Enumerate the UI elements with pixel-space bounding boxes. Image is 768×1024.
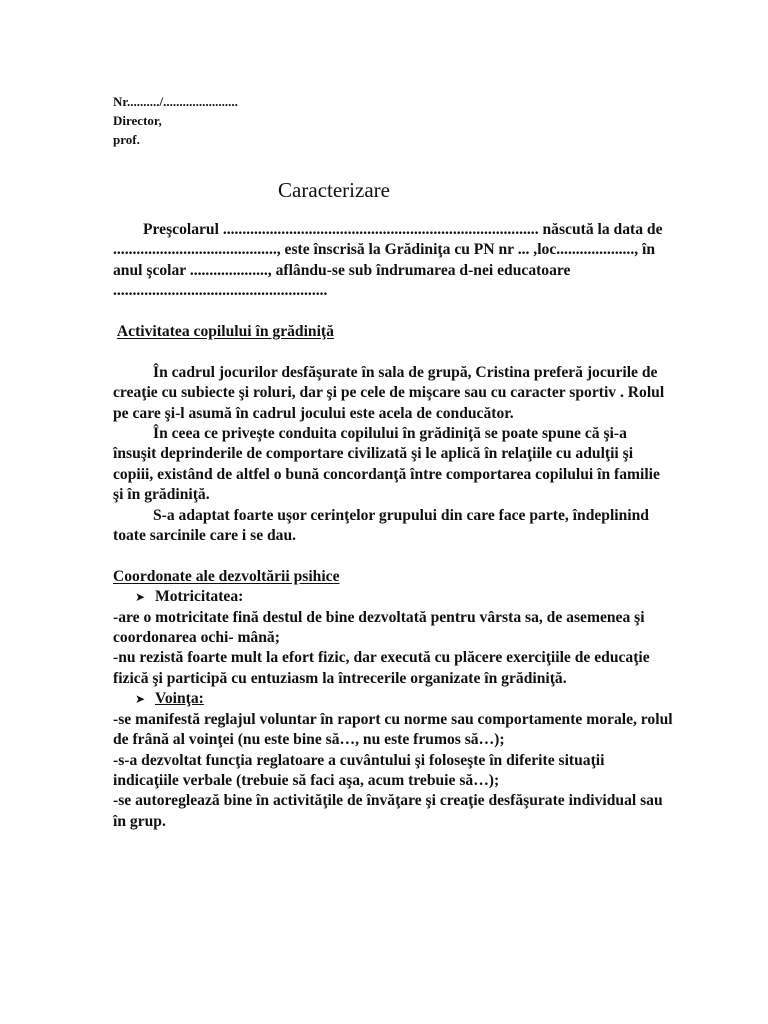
prof-line: prof. [113, 132, 140, 147]
document-title-text: Caracterizare [278, 178, 390, 202]
arrow-right-bullet-icon: ➤ [135, 692, 146, 707]
activity-paragraph-2: În ceea ce priveşte conduita copilului în grădiniţă se poate spune că şi-a însuşit deprinderile de comportare civilizată şi le aplică în relaţiile cu adulţii şi copiii, existând de altfel o bună concordanţă între comportarea copilului în familie şi în grădiniţă. [113, 425, 660, 504]
section-development-title: Coordonate ale dezvoltării psihice [113, 567, 340, 585]
section-development-heading [113, 567, 673, 587]
bullet-motricitatea-label: Motricitatea: [155, 588, 244, 606]
activity-paragraph-3: S-a adaptat foarte uşor cerinţelor grupului din care face parte, îndeplinind toate sarcinile care i se dau. [113, 506, 649, 545]
motricitatea-line-2: -nu rezistă foarte mult la efort fizic, dar execută cu plăcere exerciţiile de educaţie fizică şi participă cu entuziasm la întrecerile organizate în grădiniţă. [113, 649, 650, 687]
spacer [113, 342, 673, 362]
section-activity-heading [113, 322, 673, 342]
section-activity-title: Activitatea copilului în grădiniţă [116, 323, 334, 341]
spacer [113, 302, 673, 322]
document-body [113, 220, 673, 832]
activity-paragraph-1: În cadrul jocurilor desfăşurate în sala de grupă, Cristina preferă jocurile de creaţie cu subiecte şi roluri, dar şi pe cele de mişcare sau cu caracter sportiv . Rolul pe care şi-l asumă în cadrul jocului este acela de conducător. [113, 363, 665, 422]
registration-number: Nr........../....................... [113, 94, 238, 109]
vointa-line-2: -s-a dezvoltat funcţia reglatoare a cuvântului şi foloseşte în diferite situaţii indicaţiile verbale (trebuie să faci aşa, acum trebuie să…); [113, 751, 605, 789]
bullet-motricitatea [113, 587, 673, 607]
spacer [113, 546, 673, 566]
motricitatea-line-1: -are o motricitate fină destul de bine dezvoltată pentru vârsta sa, de asemenea şi coordonarea ochi- mână; [113, 608, 645, 647]
director-line: Director, [113, 113, 162, 128]
bullet-vointa [113, 689, 673, 709]
intro-paragraph: Preşcolarul ................................................................................. născută la data de .........................................., este înscrisă la Grădiniţa cu PN nr ... ,loc...................., în anul şcolar ...................., aflându-se sub îndrumarea d-nei educatoare ....................................................... [113, 221, 663, 300]
vointa-line-3: -se autoreglează bine în activităţile de învăţare şi creaţie desfăşurate individual sau în grup. [113, 792, 663, 830]
vointa-line-1: -se manifestă reglajul voluntar în raport cu norme sau comportamente morale, rolul de frână al voinţei (nu este bine să…, nu este frumos să…); [113, 710, 673, 749]
arrow-right-bullet-icon: ➤ [135, 590, 146, 605]
bullet-vointa-label: Voinţa: [155, 690, 204, 708]
document-header [113, 92, 238, 149]
document-title [0, 178, 768, 203]
